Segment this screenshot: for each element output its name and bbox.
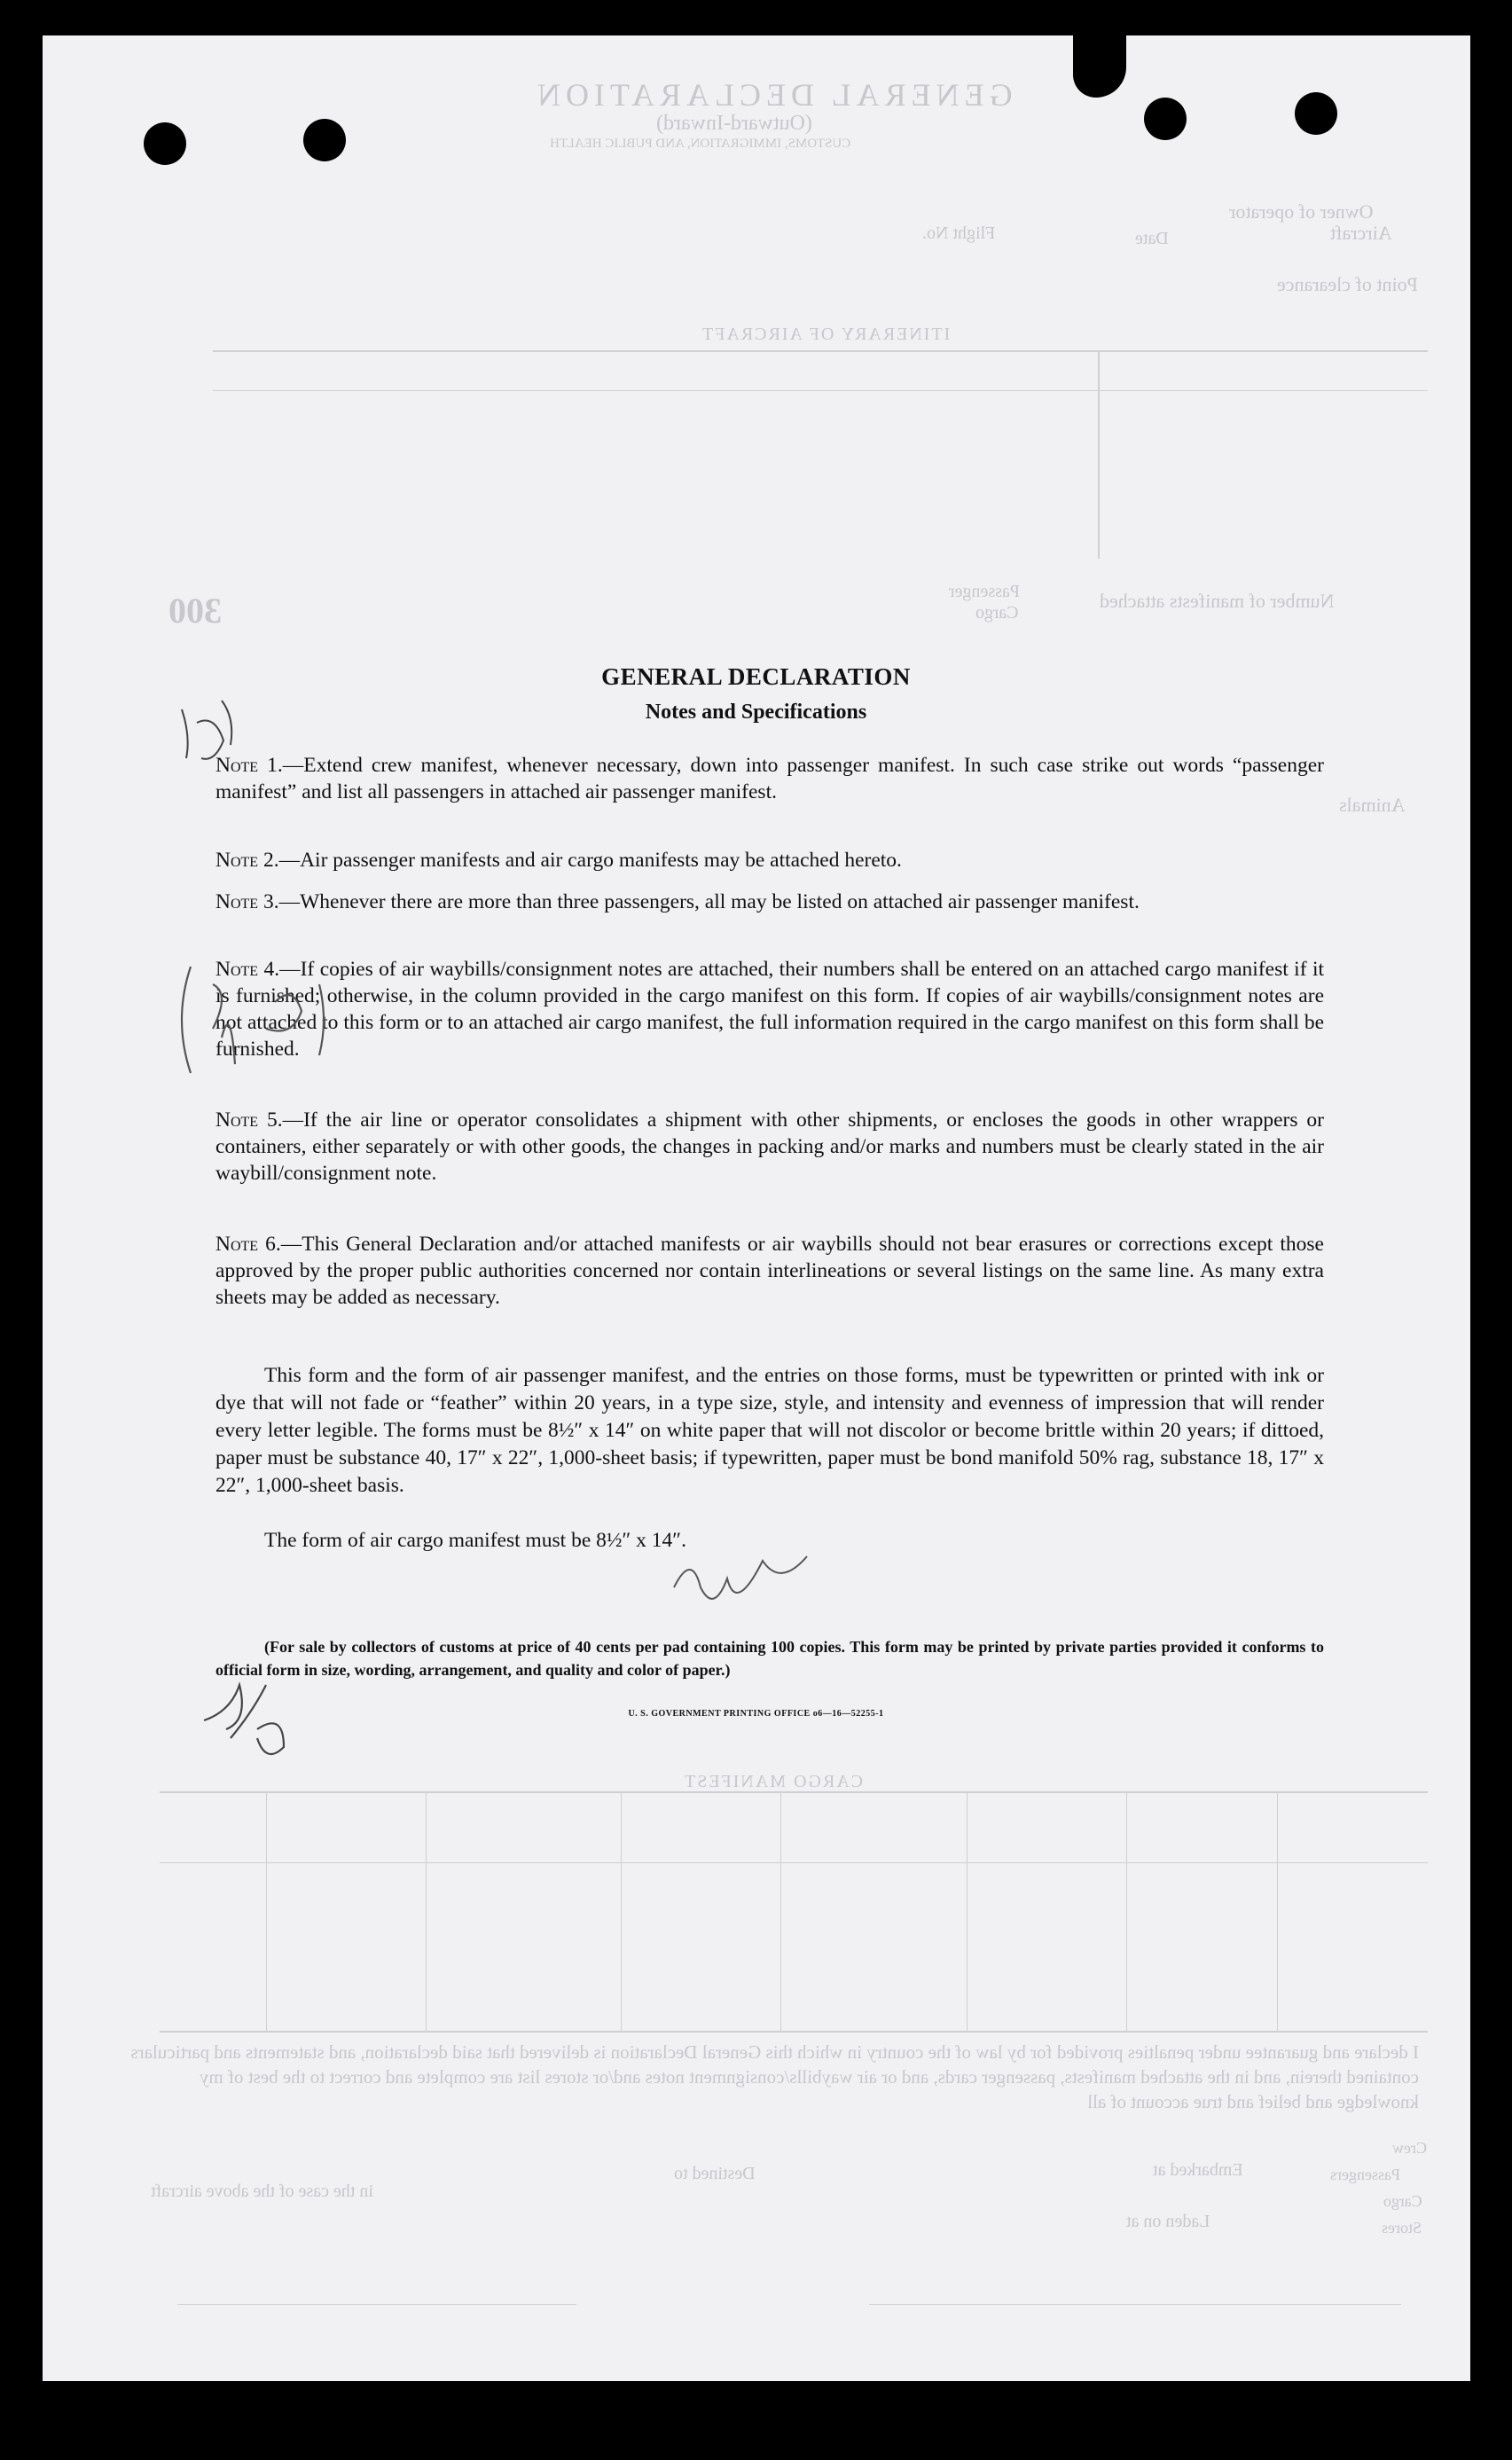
printer-imprint: U. S. GOVERNMENT PRINTING OFFICE o6—16—52255-1 <box>628 1709 884 1719</box>
ghost-column-rule <box>1098 350 1100 559</box>
punch-hole-left-center <box>303 119 346 161</box>
ghost-label-animals: Animals <box>1339 794 1406 816</box>
note-2 <box>215 847 1324 874</box>
ghost-stamp-number: 300 <box>168 591 222 631</box>
punch-hole-far-right <box>1295 92 1337 135</box>
cargo-manifest-size-note: The form of air cargo manifest must be 8½″ x 14″. <box>264 1529 686 1552</box>
ghost-signature-line <box>177 2304 576 2305</box>
ghost-table-col <box>780 1791 781 2031</box>
ghost-label-cargo: Cargo <box>975 603 1019 623</box>
note-text: —Air passenger manifests and air cargo manifests may be attached hereto. <box>278 849 902 872</box>
ghost-label-owner: Owner of operator <box>1229 200 1374 223</box>
specifications-paragraph: This form and the form of air passenger manifest, and the entries on those forms, must be typewritten or printed with ink or dye that will not fade or “feather” within 20 years, in a type size, style, and intensity and evenness of impression that will render every letter legible. The forms must be 8½″ x 14″ on white paper that will not discolor or become brittle within 20 years; if dittoed, paper must be substance 40, 17″ x 22″, 1,000-sheet basis; if typewritten, paper must be bond manifold 50% rag, substance 18, 17″ x 22″, 1,000-sheet basis. <box>215 1364 1324 1497</box>
ghost-form-title: GENERAL DECLARATION <box>532 77 1013 113</box>
ghost-table-col <box>426 1791 427 2031</box>
ghost-label-clearance: Point of clearance <box>1277 273 1418 295</box>
note-text: —If the air line or operator consolidates a shipment with other shipments, or encloses the goods in other wrappers or containers, either separately or with other goods, the changes in packing and/or marks and numbers must be clearly stated in the air waybill/consignment note. <box>215 1109 1324 1185</box>
ghost-label-manifests: Number of manifests attached <box>1100 590 1335 612</box>
ghost-table-rule <box>160 2031 1428 2033</box>
note-text: —If copies of air waybills/consignment notes are attached, their numbers shall be entered on an attached cargo manifest if it is furnished; otherwise, in the column provided in the cargo manifest on this form. If copies of air waybills/consignment notes are not attached to this form or to an attached air cargo manifest, the full information required in the cargo manifest on this form shall be furnished. <box>215 958 1325 1061</box>
note-3 <box>215 889 1324 915</box>
note-label: Note 3. <box>215 890 279 913</box>
ghost-label-stores: Stores <box>1382 2219 1422 2237</box>
ghost-label-aircraft: Aircraft <box>1330 222 1392 244</box>
note-4 <box>215 956 1324 1062</box>
ghost-table-col <box>266 1791 267 2031</box>
ghost-label-laden: Laden on at <box>1126 2212 1210 2231</box>
ghost-table-col <box>1126 1791 1127 2031</box>
ghost-label-date: Date <box>1135 229 1169 248</box>
ghost-declaration: I declare and guarantee under penalties provided for by law of the country in which this General Declaration is delivered that said declaration, and statements and particulars contained therein, and in the attached manifests, passenger cards, and or air waybills/consignment notes and/or stores list are complete and correct to the best of my knowledge and belief and true account of all <box>130 2041 1419 2112</box>
ghost-table-rule <box>160 1791 1428 1793</box>
ghost-label-passenger: Passenger <box>949 582 1020 601</box>
sale-note: (For sale by collectors of customs at price of 40 cents per pad containing 100 copies. This form may be printed by private parties provided it conforms to official form in size, wording, arrangement, and quality and color of paper.) <box>215 1638 1324 1679</box>
ghost-rule <box>213 390 1428 391</box>
ghost-label-passengers: Passengers <box>1330 2166 1400 2183</box>
ghost-signature-line <box>869 2304 1401 2305</box>
note-label: Note 2. <box>215 849 279 872</box>
note-text: —This General Declaration and/or attached manifests or air waybills should not bear erasures or corrections except those approved by the proper public authorities concerned nor contain interlineations or several listings on the same line. As many extra sheets may be added as necessary. <box>215 1233 1324 1309</box>
note-text: —Extend crew manifest, whenever necessary, down into passenger manifest. In such case strike out words “passenger manifest” and list all passengers in attached air passenger manifest. <box>215 754 1324 803</box>
note-5 <box>215 1107 1324 1187</box>
note-6 <box>215 1231 1324 1311</box>
note-label: Note 1. <box>215 754 283 777</box>
note-label: Note 5. <box>215 1109 283 1132</box>
punch-hole-left <box>144 122 186 165</box>
notes-title: GENERAL DECLARATION <box>601 663 911 690</box>
ghost-label-case: in the case of the above aircraft <box>151 2182 373 2201</box>
note-label: Note 4. <box>215 958 280 981</box>
ghost-rule <box>213 350 1428 352</box>
note-text: —Whenever there are more than three passengers, all may be listed on attached air passenger manifest. <box>278 890 1140 913</box>
ghost-form-subtitle: (Outward-Inward) <box>656 112 812 135</box>
ghost-label-crew: Crew <box>1392 2139 1427 2157</box>
ghost-label-embarked: Embarked at <box>1153 2160 1243 2180</box>
ghost-cargo-manifest: CARGO MANIFEST <box>683 1772 864 1791</box>
ghost-label-cargo-2: Cargo <box>1383 2192 1422 2210</box>
ghost-table-col <box>621 1791 622 2031</box>
ghost-label-flight: Flight No. <box>922 223 996 243</box>
ghost-table-rule <box>160 1862 1428 1863</box>
document-page <box>43 35 1470 2381</box>
ghost-form-agencies: CUSTOMS, IMMIGRATION, AND PUBLIC HEALTH <box>550 137 851 151</box>
note-label: Note 6. <box>215 1233 281 1256</box>
punch-hole-right <box>1144 98 1187 140</box>
ghost-table-col <box>1277 1791 1278 2031</box>
notes-subtitle: Notes and Specifications <box>645 701 867 724</box>
ghost-table-col <box>967 1791 968 2031</box>
note-1 <box>215 752 1324 805</box>
ghost-label-destined: Destined to <box>674 2164 756 2183</box>
ghost-itinerary: ITINERARY OF AIRCRAFT <box>701 325 951 344</box>
